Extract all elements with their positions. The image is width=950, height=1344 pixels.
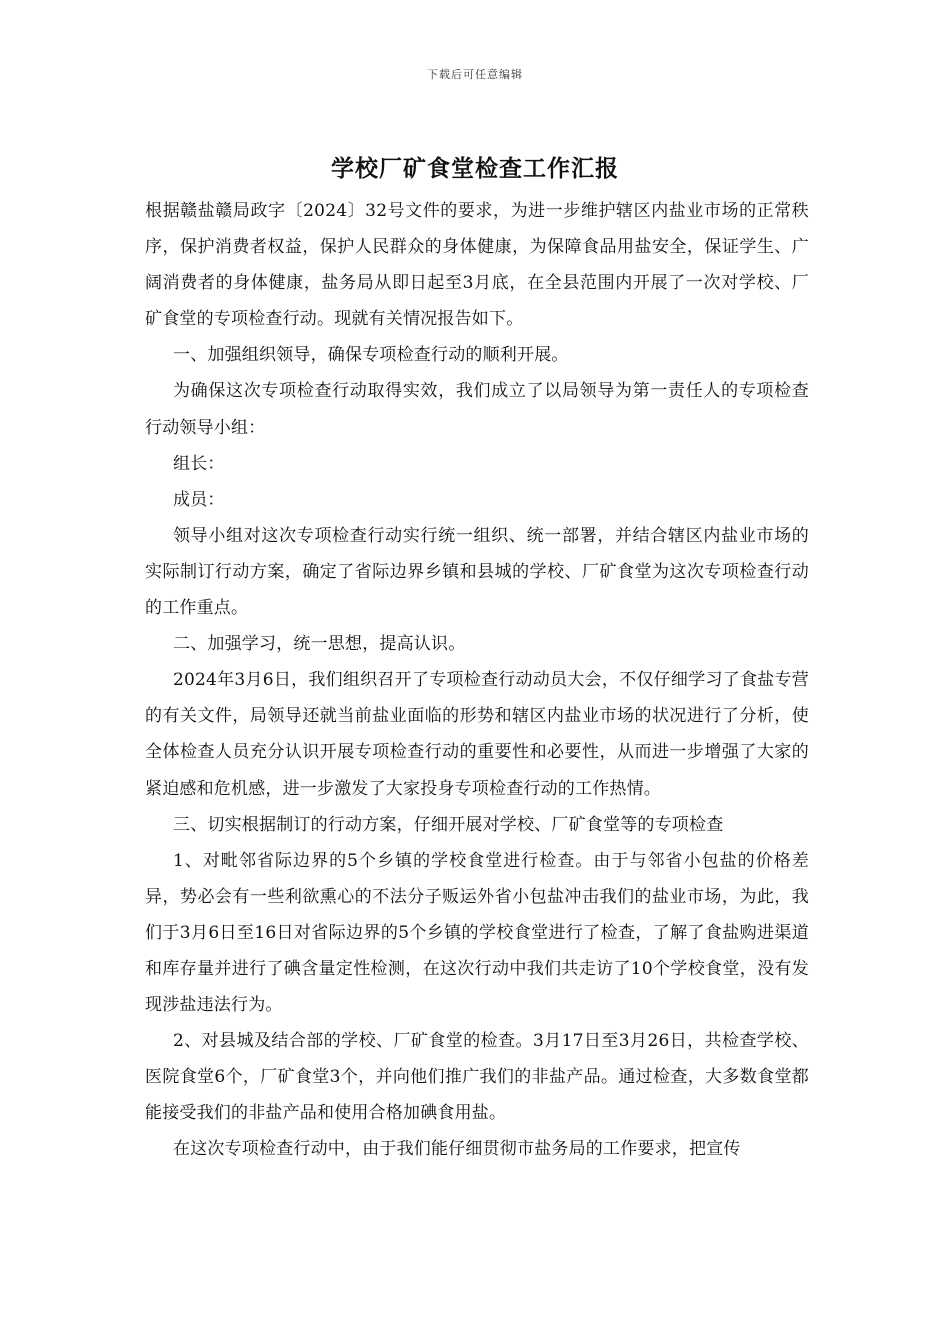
paragraph: 2024年3月6日，我们组织召开了专项检查行动动员大会，不仅仔细学习了食盐专营的有关文件，局领导还就当前盐业面临的形势和辖区内盐业市场的状况进行了分析，使全体检查人员充分认识开展专项检查行动的重要性和必要性，从而进一步增强了大家的紧迫感和危机感，进一步激发了大家投身专项检查行动的工作热情。 [145, 670, 809, 799]
section-heading-2: 二、加强学习，统一思想，提高认识。 [173, 634, 466, 655]
header-note: 下载后可任意编辑 [427, 68, 523, 81]
team-leader-line: 组长： [173, 453, 225, 474]
section-heading-1: 一、加强组织领导，确保专项检查行动的顺利开展。 [173, 345, 569, 366]
list-item: 2、对县城及结合部的学校、厂矿食堂的检查。3月17日至3月26日，共检查学校、医院食堂6个，厂矿食堂3个，并向他们推广我们的非盐产品。通过检查，大多数食堂都能接受我们的非盐产品和使用合格加碘食用盐。 [145, 1031, 809, 1124]
paragraph: 为确保这次专项检查行动取得实效，我们成立了以局领导为第一责任人的专项检查行动领导小组： [145, 381, 809, 438]
paragraph-intro: 根据赣盐赣局政字〔2024〕32号文件的要求，为进一步维护辖区内盐业市场的正常秩序，保护消费者权益，保护人民群众的身体健康，为保障食品用盐安全，保证学生、广阔消费者的身体健康，盐务局从即日起至3月底，在全县范围内开展了一次对学校、厂矿食堂的专项检查行动。现就有关情况报告如下。 [145, 201, 809, 330]
team-members-line: 成员： [173, 489, 225, 510]
paragraph: 在这次专项检查行动中，由于我们能仔细贯彻市盐务局的工作要求，把宣传 [173, 1139, 741, 1160]
section-heading-3: 三、切实根据制订的行动方案，仔细开展对学校、厂矿食堂等的专项检查 [173, 814, 724, 835]
paragraph: 领导小组对这次专项检查行动实行统一组织、统一部署，并结合辖区内盐业市场的实际制订行动方案，确定了省际边界乡镇和县城的学校、厂矿食堂为这次专项检查行动的工作重点。 [145, 525, 809, 619]
document-body [145, 193, 809, 1168]
list-item: 1、对毗邻省际边界的5个乡镇的学校食堂进行检查。由于与邻省小包盐的价格差异，势必会有一些利欲熏心的不法分子贩运外省小包盐冲击我们的盐业市场，为此，我们于3月6日至16日对省际边界的5个乡镇的学校食堂进行了检查，了解了食盐购进渠道和库存量并进行了碘含量定性检测，在这次行动中我们共走访了10个学校食堂，没有发现涉盐违法行为。 [145, 850, 809, 1016]
document-title: 学校厂矿食堂检查工作汇报 [331, 155, 619, 182]
